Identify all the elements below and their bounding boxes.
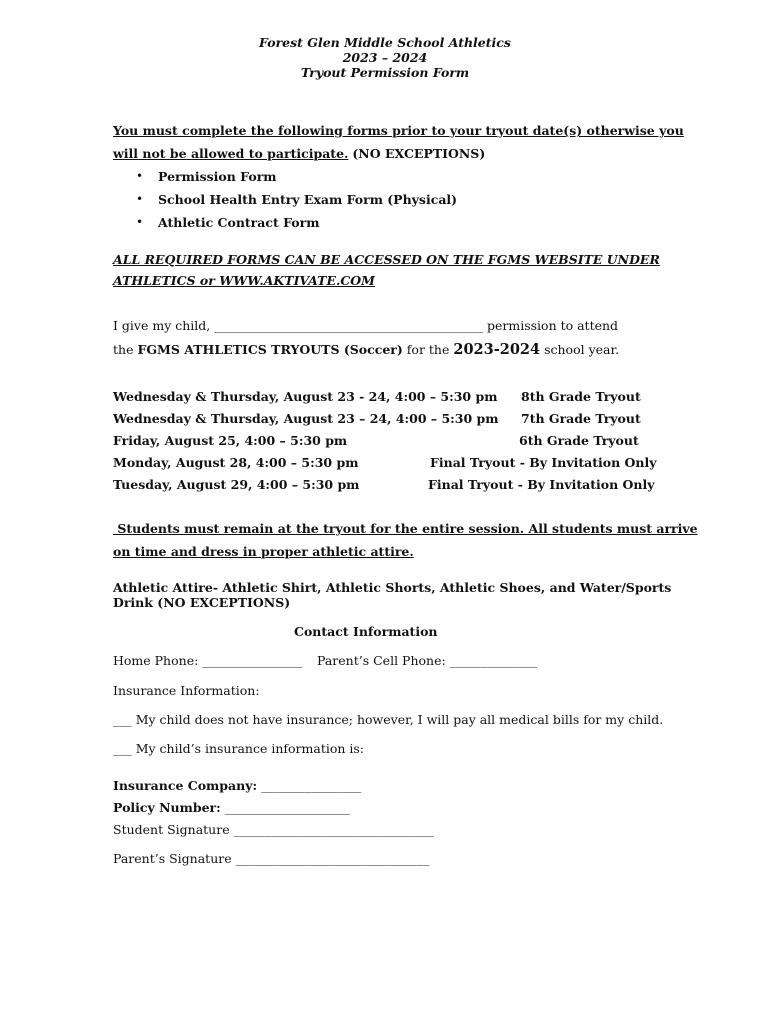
policy-number-row [113, 800, 350, 815]
bullet-icon: • [136, 215, 144, 229]
attendance-note-line-1: Students must remain at the tryout for the entire session. All students must arrive [113, 521, 698, 536]
access-note-line-2: ATHLETICS or WWW.AKTIVATE.COM [113, 273, 376, 288]
required-form-item: School Health Entry Exam Form (Physical) [158, 192, 458, 207]
insurance-company-row [113, 778, 361, 793]
schedule-grade: 7th Grade Tryout [521, 411, 641, 426]
schedule-date: Friday, August 25, 4:00 – 5:30 pm [113, 433, 348, 448]
requirements-line-1: You must complete the following forms prior to your tryout date(s) otherwise you [113, 123, 684, 138]
access-note-line-1: ALL REQUIRED FORMS CAN BE ACCESSED ON THE FGMS WEBSITE UNDER [113, 252, 660, 267]
has-insurance-option[interactable]: ___ My child’s insurance information is: [113, 741, 365, 756]
schedule-date: Wednesday & Thursday, August 23 – 24, 4:00 – 5:30 pm [113, 411, 499, 426]
permission-line-2 [113, 341, 619, 358]
bullet-icon: • [136, 169, 144, 183]
permission-the: the [113, 342, 134, 357]
student-signature-field[interactable]: Student Signature ________________________________ [113, 822, 434, 837]
schedule-grade: Final Tryout - By Invitation Only [428, 477, 655, 492]
attire-line-1: Athletic Attire- Athletic Shirt, Athletic Shorts, Athletic Shoes, and Water/Sports [113, 580, 672, 595]
attendance-note-line-2: on time and dress in proper athletic attire. [113, 544, 414, 559]
required-form-item: Permission Form [158, 169, 277, 184]
contact-heading: Contact Information [294, 624, 438, 639]
permission-line-1 [113, 318, 618, 333]
schedule-grade: 8th Grade Tryout [521, 389, 641, 404]
insurance-company-field[interactable]: ________________ [261, 778, 362, 793]
schedule-grade: Final Tryout - By Invitation Only [430, 455, 657, 470]
permission-prefix: I give my child, [113, 318, 211, 333]
bullet-icon: • [136, 192, 144, 206]
policy-number-field[interactable]: ____________________ [224, 800, 350, 815]
requirements-line-2 [113, 146, 485, 161]
school-year-bold: 2023-2024 [453, 341, 541, 358]
school-year: 2023 – 2024 [342, 50, 428, 65]
insurance-info-label: Insurance Information: [113, 683, 260, 698]
schedule-date: Wednesday & Thursday, August 23 - 24, 4:00 – 5:30 pm [113, 389, 498, 404]
requirements-line-2-text: will not be allowed to participate. [113, 146, 349, 161]
no-exceptions-note: (NO EXCEPTIONS) [352, 146, 486, 161]
policy-number-label: Policy Number: [113, 800, 221, 815]
tryout-event: FGMS ATHLETICS TRYOUTS (Soccer) [137, 342, 403, 357]
home-phone-field[interactable]: Home Phone: ________________ [113, 653, 303, 668]
required-form-item: Athletic Contract Form [158, 215, 320, 230]
child-name-blank[interactable]: ___________________________________________ [214, 318, 483, 333]
permission-suffix: permission to attend [486, 318, 619, 333]
parent-signature-field[interactable]: Parent’s Signature _______________________________ [113, 851, 430, 866]
schedule-grade: 6th Grade Tryout [519, 433, 639, 448]
permission-school-year: school year. [544, 342, 620, 357]
no-insurance-option[interactable]: ___ My child does not have insurance; however, I will pay all medical bills for my child. [113, 712, 664, 727]
form-title: Tryout Permission Form [300, 65, 470, 80]
school-title: Forest Glen Middle School Athletics [259, 35, 511, 50]
attire-line-2: Drink (NO EXCEPTIONS) [113, 595, 291, 610]
schedule-date: Tuesday, August 29, 4:00 – 5:30 pm [113, 477, 360, 492]
schedule-date: Monday, August 28, 4:00 – 5:30 pm [113, 455, 359, 470]
insurance-company-label: Insurance Company: [113, 778, 258, 793]
cell-phone-field[interactable]: Parent’s Cell Phone: ______________ [317, 653, 538, 668]
permission-for-the: for the [406, 342, 450, 357]
